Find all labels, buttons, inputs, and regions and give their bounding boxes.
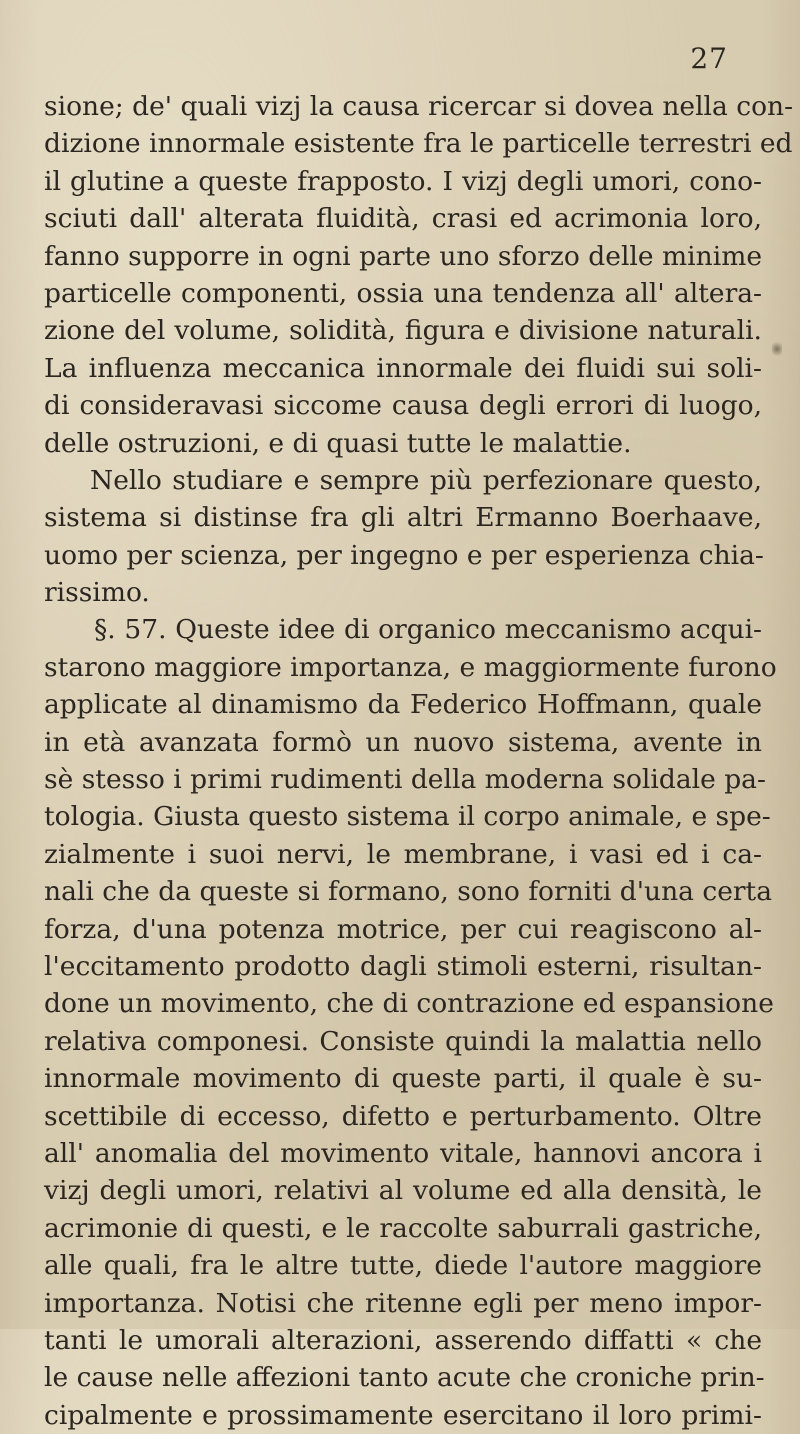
text-line: fanno supporre in ogni parte uno sforzo delle minime bbox=[44, 240, 762, 272]
text-line: vizj degli umori, relativi al volume ed alla densità, le bbox=[44, 1175, 762, 1207]
text-line: zione del volume, solidità, figura e divisione naturali. bbox=[44, 315, 762, 347]
text-line: sè stesso i primi rudimenti della moderna solidale pa- bbox=[44, 764, 766, 796]
text-line: tologia. Giusta questo sistema il corpo animale, e spe- bbox=[44, 801, 771, 833]
text-line: zialmente i suoi nervi, le membrane, i vasi ed i ca- bbox=[44, 838, 762, 870]
text-line: La influenza meccanica innormale dei fluidi sui soli- bbox=[44, 352, 762, 384]
text-line: nali che da queste si formano, sono forniti d'una certa bbox=[44, 876, 772, 908]
ink-spot bbox=[772, 340, 782, 358]
text-line: particelle componenti, ossia una tendenza all' altera- bbox=[44, 277, 762, 309]
paragraph-start: Nello studiare e sempre più perfezionare questo, bbox=[90, 464, 762, 496]
text-line: applicate al dinamismo da Federico Hoffmann, quale bbox=[44, 689, 762, 721]
text-line: delle ostruzioni, e di quasi tutte le malattie. bbox=[44, 427, 632, 459]
text-line: starono maggiore importanza, e maggiormente furono bbox=[44, 651, 777, 683]
text-line: rissimo. bbox=[44, 577, 150, 609]
text-line: l'eccitamento prodotto dagli stimoli esterni, risultan- bbox=[44, 950, 762, 982]
text-line: innormale movimento di queste parti, il quale è su- bbox=[44, 1063, 762, 1095]
text-line: relativa componesi. Consiste quindi la malattia nello bbox=[44, 1025, 762, 1057]
text-line: di consideravasi siccome causa degli errori di luogo, bbox=[44, 390, 762, 422]
text-line: le cause nelle affezioni tanto acute che croniche prin- bbox=[44, 1362, 765, 1394]
text-line: done un movimento, che di contrazione ed espansione bbox=[44, 988, 774, 1020]
text-line: tanti le umorali alterazioni, asserendo diffatti « che bbox=[44, 1324, 762, 1356]
text-line: scettibile di eccesso, difetto e perturbamento. Oltre bbox=[44, 1100, 762, 1132]
text-line: il glutine a queste frapposto. I vizj degli umori, cono- bbox=[44, 165, 762, 197]
text-line: all' anomalia del movimento vitale, hannovi ancora i bbox=[44, 1137, 762, 1169]
text-line: sione; de' quali vizj la causa ricercar si dovea nella con- bbox=[44, 91, 794, 122]
page-number: 27 bbox=[690, 42, 728, 75]
text-line: importanza. Notisi che ritenne egli per meno impor- bbox=[44, 1287, 762, 1319]
body-text bbox=[44, 88, 794, 1434]
text-line: forza, d'una potenza motrice, per cui reagiscono al- bbox=[44, 913, 762, 945]
text-line: acrimonie di questi, e le raccolte saburrali gastriche, bbox=[44, 1212, 762, 1244]
text-line: uomo per scienza, per ingegno e per esperienza chia- bbox=[44, 539, 764, 571]
text-line: alle quali, fra le altre tutte, diede l'autore maggiore bbox=[44, 1250, 762, 1282]
text-line: cipalmente e prossimamente esercitano il loro primi- bbox=[44, 1399, 762, 1431]
text-line: dizione innormale esistente fra le particelle terrestri ed bbox=[44, 128, 793, 160]
section-start: §. 57. Queste idee di organico meccanismo acqui- bbox=[94, 614, 762, 646]
text-line: in età avanzata formò un nuovo sistema, avente in bbox=[44, 726, 762, 758]
text-line: sistema si distinse fra gli altri Ermanno Boerhaave, bbox=[44, 502, 762, 534]
text-line: sciuti dall' alterata fluidità, crasi ed acrimonia loro, bbox=[44, 203, 762, 235]
